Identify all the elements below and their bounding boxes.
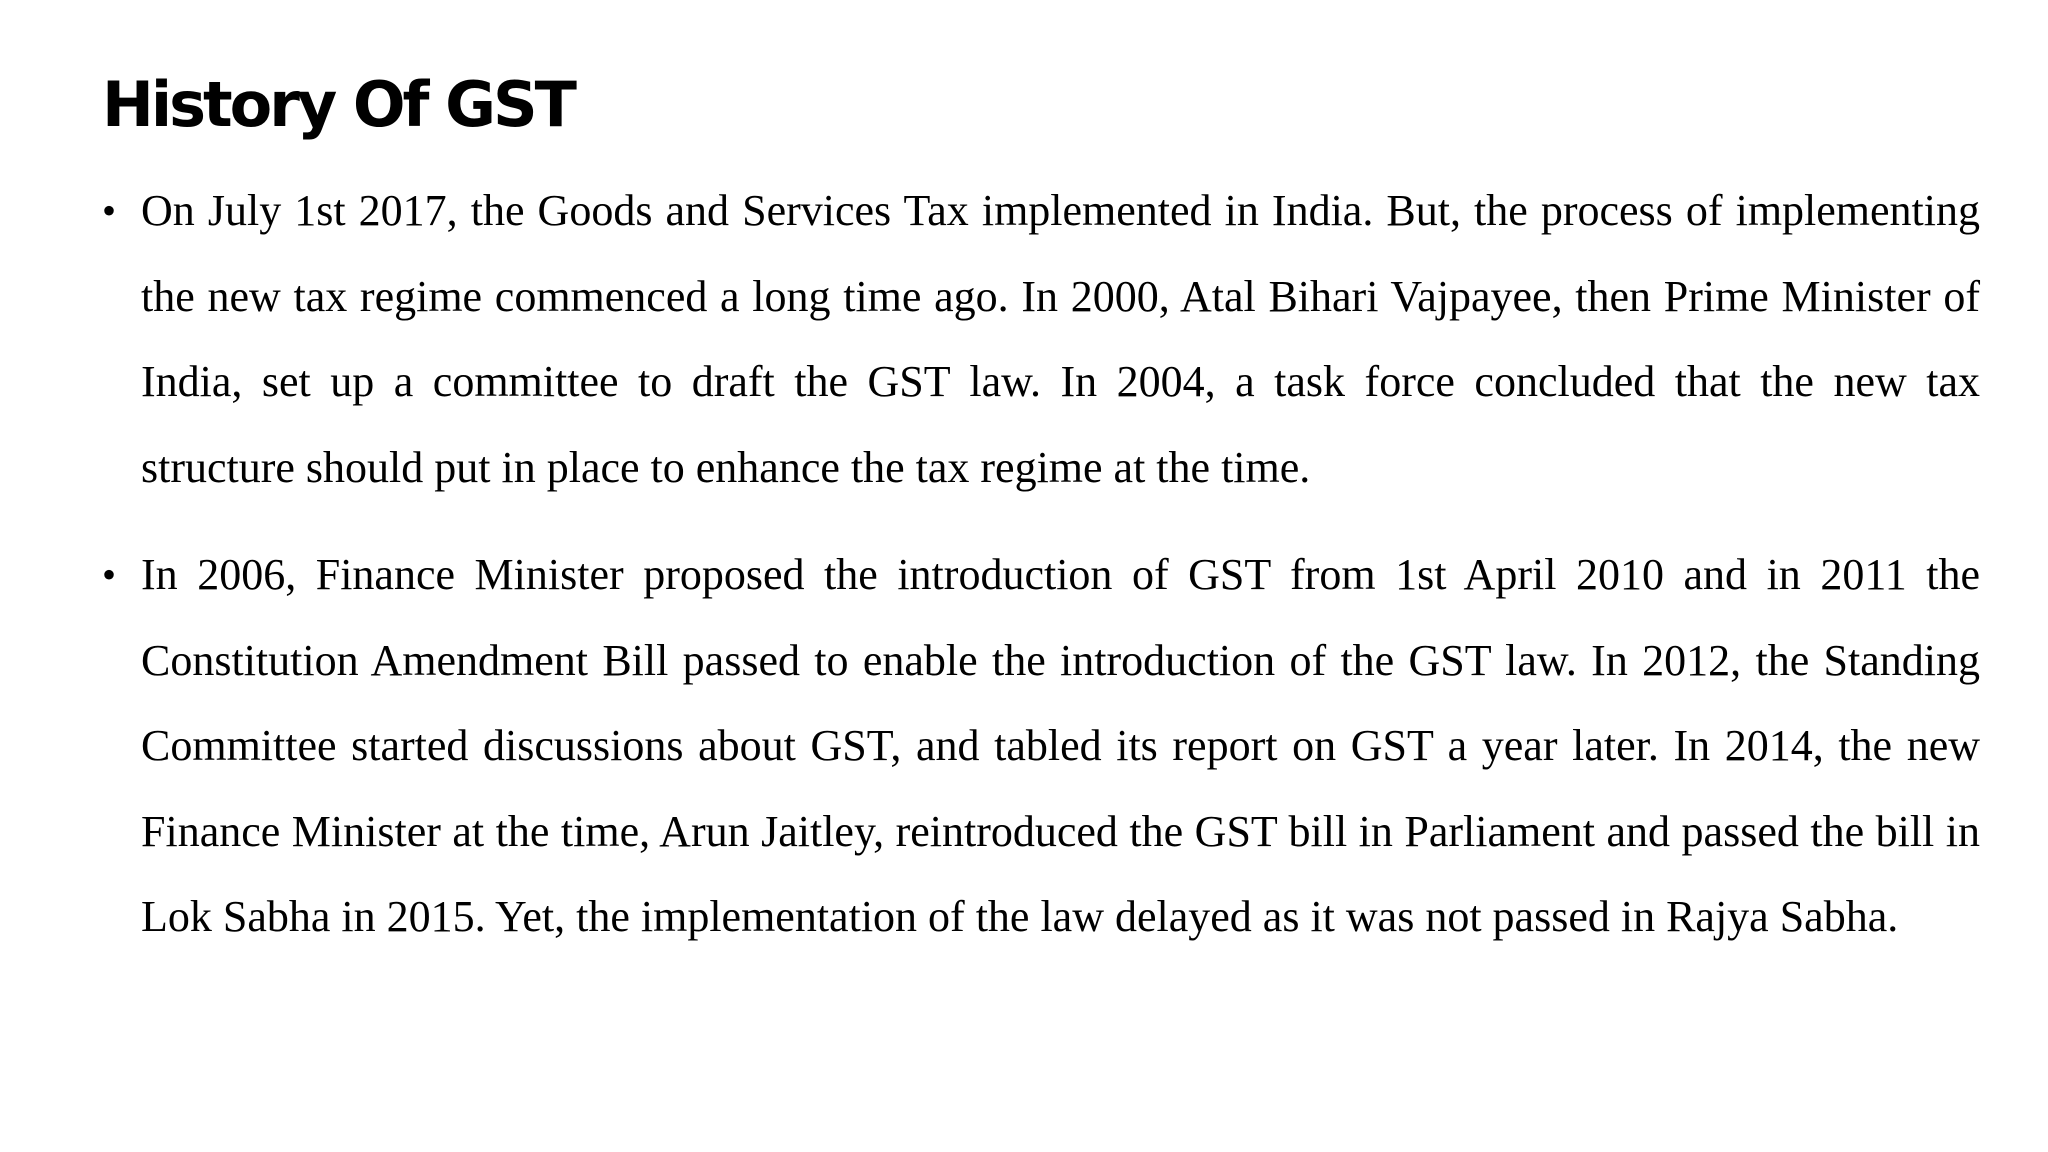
bullet-icon: • — [102, 552, 117, 597]
bullet-text: On July 1st 2017, the Goods and Services Tax implemented in India. But, the process of implementing the new tax regime commenced a long time ago. In 2000, Atal Bihari Vajpayee, then Prime Minister of India, set up a committee to draft the GST law. In 2004, a task force concluded that the new tax structure should put in place to enhance the tax regime at the time. — [141, 186, 1980, 492]
bullet-item — [102, 532, 1980, 960]
bullet-icon: • — [102, 188, 117, 233]
slide-title: History Of GST — [102, 68, 574, 141]
bullet-list — [102, 168, 1980, 982]
bullet-text: In 2006, Finance Minister proposed the introduction of GST from 1st April 2010 and in 2011 the Constitution Amendment Bill passed to enable the introduction of the GST law. In 2012, the Standing Committee started discussions about GST, and tabled its report on GST a year later. In 2014, the new Finance Minister at the time, Arun Jaitley, reintroduced the GST bill in Parliament and passed the bill in Lok Sabha in 2015. Yet, the implementation of the law delayed as it was not passed in Rajya Sabha. — [141, 550, 1980, 941]
bullet-item — [102, 168, 1980, 510]
